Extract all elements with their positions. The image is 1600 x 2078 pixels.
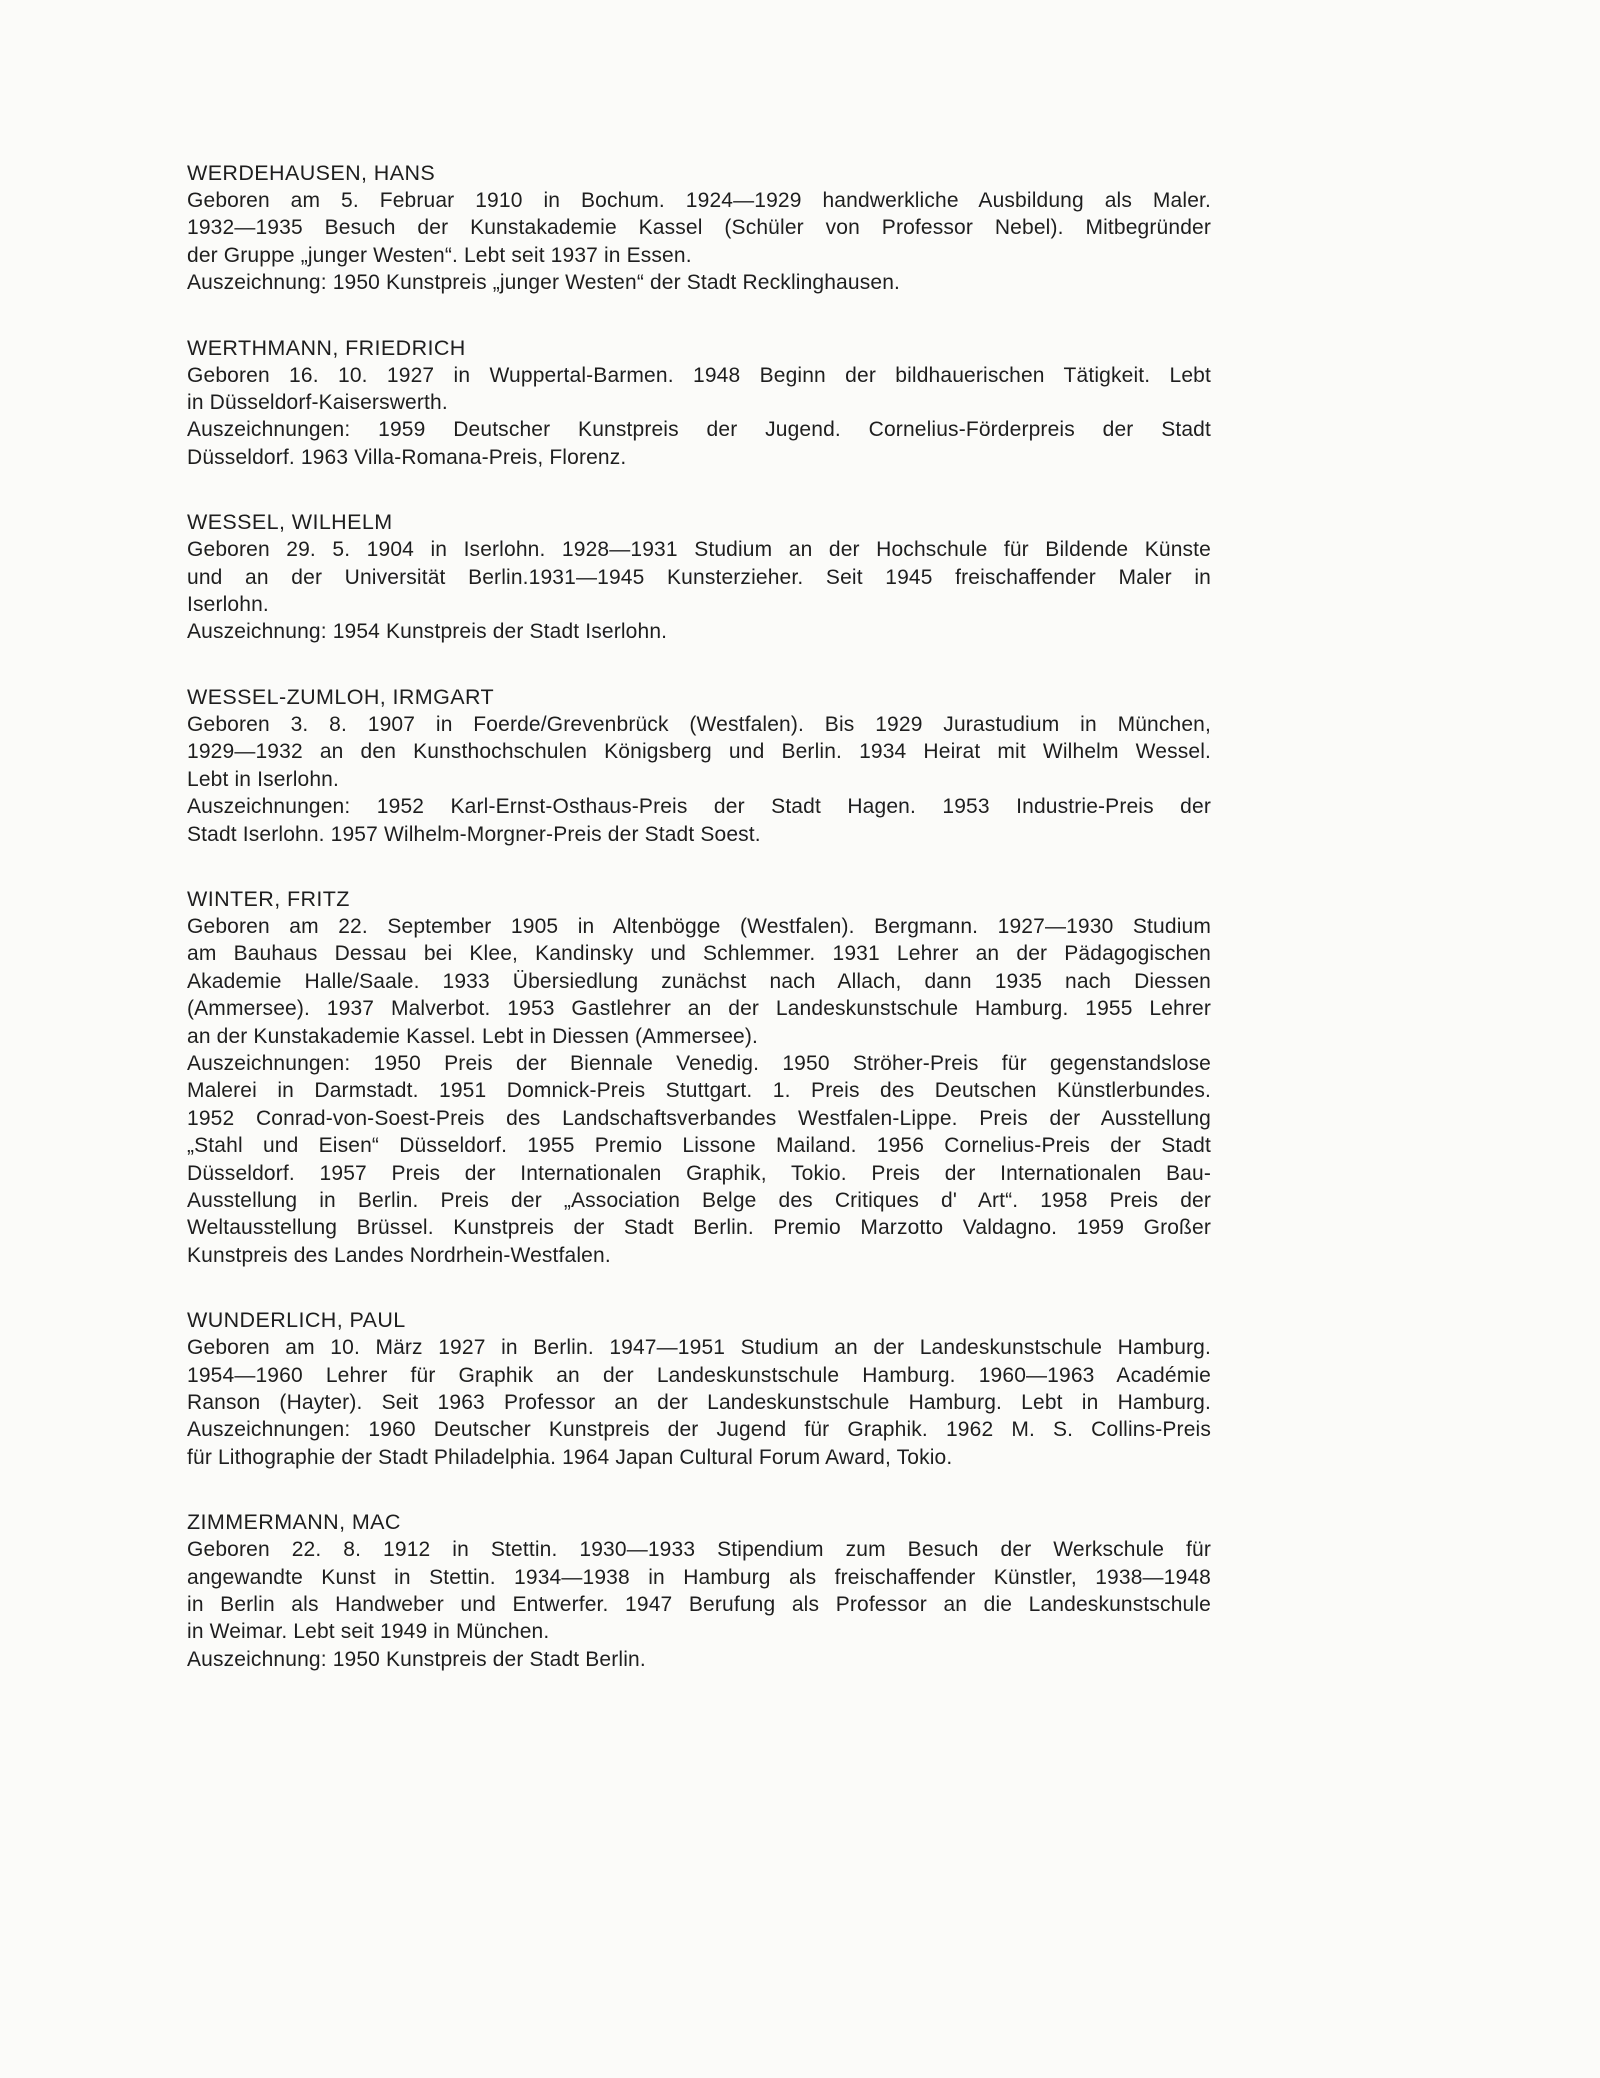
biography-line: Geboren 22. 8. 1912 in Stettin. 1930—1933 Stipendium zum Besuch der Werkschule für	[187, 1538, 1211, 1562]
biography-line: in Berlin als Handweber und Entwerfer. 1947 Berufung als Professor an die Landeskunstschule	[187, 1593, 1211, 1617]
biography-line: angewandte Kunst in Stettin. 1934—1938 in Hamburg als freischaffender Künstler, 1938—1948	[187, 1565, 1211, 1589]
biography-line: Geboren am 22. September 1905 in Altenbögge (Westfalen). Bergmann. 1927—1930 Studium	[187, 914, 1211, 938]
biography-line: Akademie Halle/Saale. 1933 Übersiedlung zunächst nach Allach, dann 1935 nach Diessen	[187, 969, 1211, 993]
award-line: Düsseldorf. 1957 Preis der Internationalen Graphik, Tokio. Preis der Internationalen Bau-	[187, 1161, 1211, 1185]
artist-entry-wunderlich	[187, 1307, 1211, 1471]
artist-name: WESSEL-ZUMLOH, IRMGART	[187, 684, 495, 709]
biography-line: 1932—1935 Besuch der Kunstakademie Kassel (Schüler von Professor Nebel). Mitbegründer	[187, 216, 1211, 240]
biography-line: in Weimar. Lebt seit 1949 in München.	[187, 1620, 550, 1644]
artist-entry-wessel-zumloh	[187, 684, 1211, 848]
award-line: Auszeichnung: 1954 Kunstpreis der Stadt Iserlohn.	[187, 620, 668, 644]
award-line: Auszeichnungen: 1952 Karl-Ernst-Osthaus-Preis der Stadt Hagen. 1953 Industrie-Preis der	[187, 795, 1211, 819]
artist-entry-werdehausen	[187, 160, 1211, 297]
biography-line: in Düsseldorf-Kaiserswerth.	[187, 391, 448, 415]
award-line: Auszeichnungen: 1950 Preis der Biennale Venedig. 1950 Ströher-Preis für gegenstandslose	[187, 1051, 1211, 1075]
biography-line: der Gruppe „junger Westen“. Lebt seit 1937 in Essen.	[187, 243, 692, 267]
biography-line: Geboren am 10. März 1927 in Berlin. 1947—1951 Studium an der Landeskunstschule Hamburg.	[187, 1336, 1211, 1360]
award-line: Düsseldorf. 1963 Villa-Romana-Preis, Florenz.	[187, 445, 627, 469]
award-line: für Lithographie der Stadt Philadelphia. 1964 Japan Cultural Forum Award, Tokio.	[187, 1445, 953, 1469]
award-line: Ausstellung in Berlin. Preis der „Association Belge des Critiques d' Art“. 1958 Preis der	[187, 1188, 1211, 1212]
artist-name: ZIMMERMANN, MAC	[187, 1510, 401, 1535]
award-line: 1952 Conrad-von-Soest-Preis des Landschaftsverbandes Westfalen-Lippe. Preis der Ausstellung	[187, 1106, 1211, 1130]
artist-name: WERDEHAUSEN, HANS	[187, 161, 436, 185]
biography-line: 1929—1932 an den Kunsthochschulen Königsberg und Berlin. 1934 Heirat mit Wilhelm Wessel.	[187, 740, 1211, 764]
award-line: Weltausstellung Brüssel. Kunstpreis der Stadt Berlin. Premio Marzotto Valdagno. 1959 Großer	[187, 1216, 1211, 1240]
biography-line: 1954—1960 Lehrer für Graphik an der Landeskunstschule Hamburg. 1960—1963 Académie	[187, 1363, 1211, 1387]
biography-line: Iserlohn.	[187, 593, 269, 617]
artist-name: WINTER, FRITZ	[187, 886, 350, 911]
award-line: Auszeichnung: 1950 Kunstpreis der Stadt Berlin.	[187, 1647, 646, 1671]
biography-line: an der Kunstakademie Kassel. Lebt in Diessen (Ammersee).	[187, 1024, 759, 1048]
artist-entry-winter	[187, 886, 1211, 1269]
biography-line: und an der Universität Berlin.1931—1945 Kunsterzieher. Seit 1945 freischaffender Maler in	[187, 565, 1211, 589]
biography-line: Geboren 16. 10. 1927 in Wuppertal-Barmen. 1948 Beginn der bildhauerischen Tätigkeit. Lebt	[187, 363, 1211, 387]
artist-entry-wessel	[187, 509, 1211, 646]
award-line: Auszeichnungen: 1959 Deutscher Kunstpreis der Jugend. Cornelius-Förderpreis der Stadt	[187, 418, 1211, 442]
award-line: Kunstpreis des Landes Nordrhein-Westfalen.	[187, 1243, 611, 1267]
award-line: Auszeichnung: 1950 Kunstpreis „junger Westen“ der Stadt Recklinghausen.	[187, 271, 901, 295]
artist-name: WERTHMANN, FRIEDRICH	[187, 335, 466, 360]
biography-line: Geboren 29. 5. 1904 in Iserlohn. 1928—1931 Studium an der Hochschule für Bildende Künste	[187, 538, 1211, 562]
award-line: Auszeichnungen: 1960 Deutscher Kunstpreis der Jugend für Graphik. 1962 M. S. Collins-Preis	[187, 1418, 1211, 1442]
artist-entry-zimmermann	[187, 1509, 1211, 1673]
artist-entry-werthmann	[187, 335, 1211, 472]
document-page	[187, 160, 1211, 1711]
award-line: „Stahl und Eisen“ Düsseldorf. 1955 Premio Lissone Mailand. 1956 Cornelius-Preis der Stadt	[187, 1134, 1211, 1158]
biography-line: Ranson (Hayter). Seit 1963 Professor an der Landeskunstschule Hamburg. Lebt in Hamburg.	[187, 1391, 1211, 1414]
artist-name: WESSEL, WILHELM	[187, 510, 393, 535]
biography-line: Geboren am 5. Februar 1910 in Bochum. 1924—1929 handwerkliche Ausbildung als Maler.	[187, 189, 1211, 212]
biography-line: am Bauhaus Dessau bei Klee, Kandinsky und Schlemmer. 1931 Lehrer an der Pädagogischen	[187, 942, 1211, 966]
award-line: Stadt Iserlohn. 1957 Wilhelm-Morgner-Preis der Stadt Soest.	[187, 822, 761, 846]
biography-line: (Ammersee). 1937 Malverbot. 1953 Gastlehrer an der Landeskunstschule Hamburg. 1955 Lehrer	[187, 997, 1211, 1021]
award-line: Malerei in Darmstadt. 1951 Domnick-Preis Stuttgart. 1. Preis des Deutschen Künstlerbundes.	[187, 1079, 1211, 1103]
artist-name: WUNDERLICH, PAUL	[187, 1308, 406, 1333]
biography-line: Geboren 3. 8. 1907 in Foerde/Grevenbrück (Westfalen). Bis 1929 Jurastudium in München,	[187, 712, 1211, 736]
biography-line: Lebt in Iserlohn.	[187, 767, 339, 791]
